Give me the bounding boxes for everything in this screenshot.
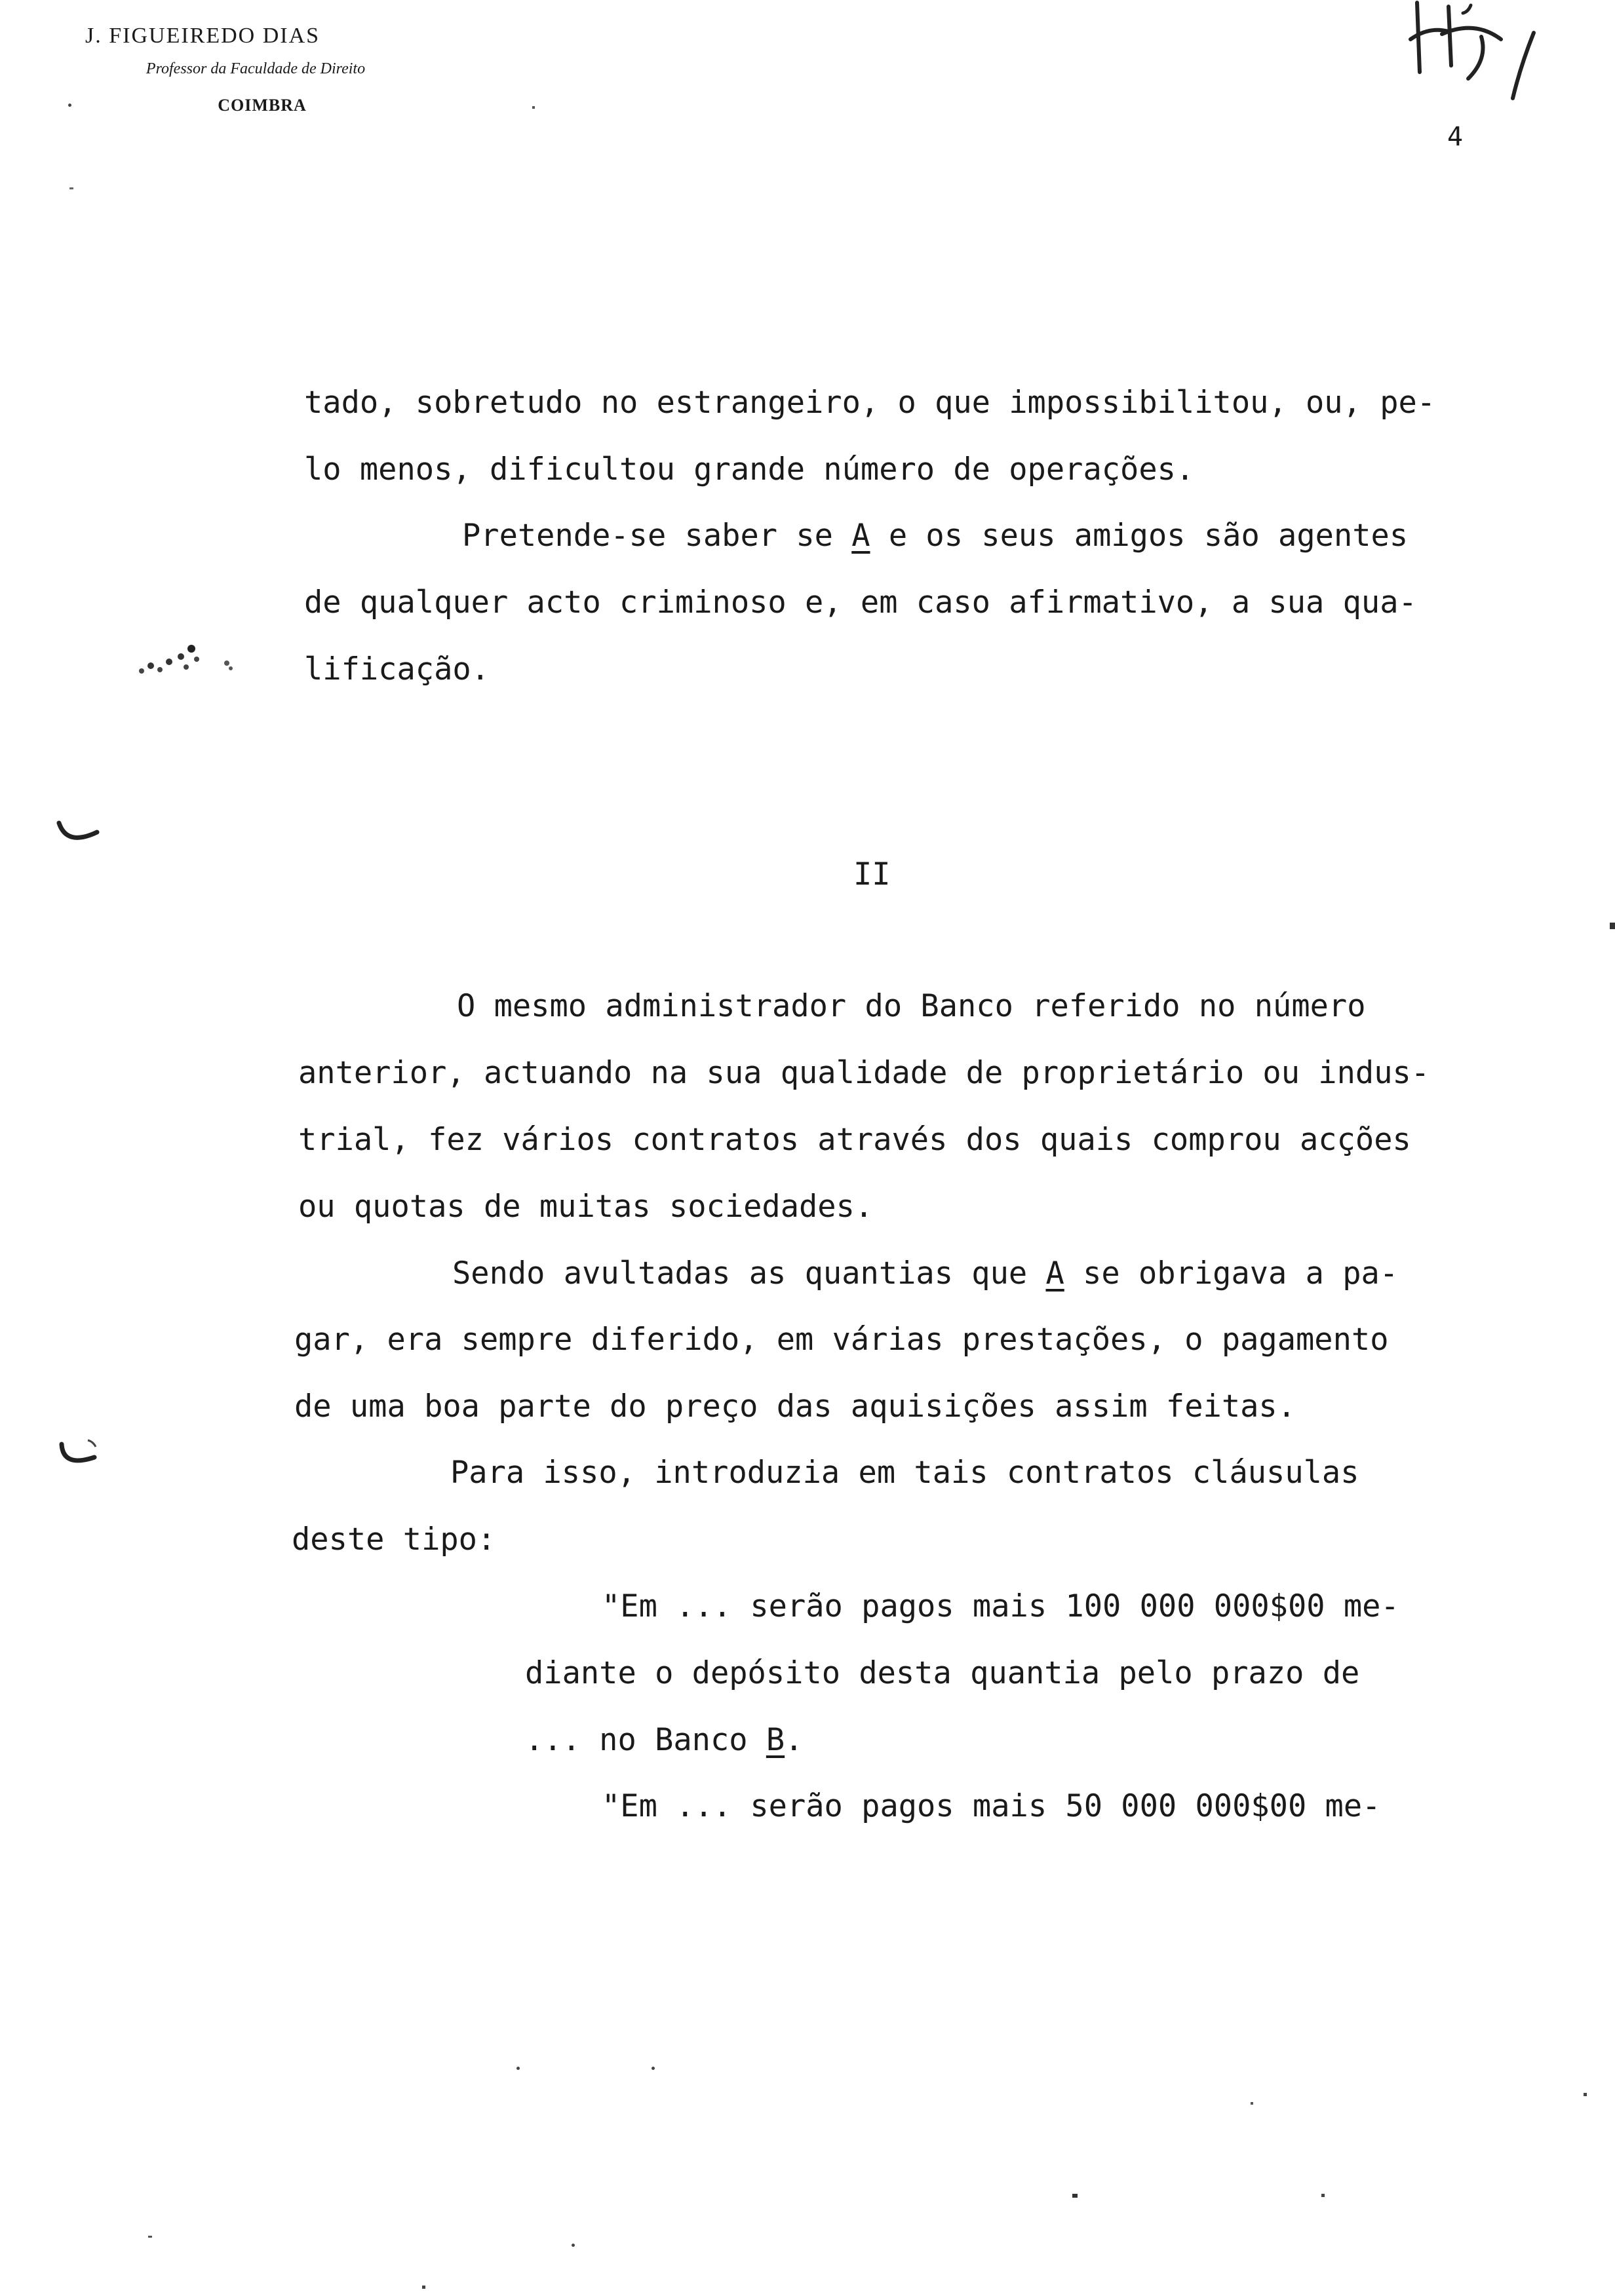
paragraph-4-line-2: gar, era sempre diferido, em várias prestações, o pagamento	[294, 1322, 1389, 1358]
ink-smudge-mark	[128, 633, 253, 685]
quote-2-line-1: "Em ... serão pagos mais 50 000 000$00 me-	[602, 1788, 1381, 1824]
speck	[68, 104, 71, 107]
letterhead	[0, 0, 459, 131]
speck	[572, 2244, 575, 2247]
paragraph-3-line-3: trial, fez vários contratos através dos quais comprou acções	[298, 1122, 1411, 1158]
paragraph-3-line-2: anterior, actuando na sua qualidade de proprietário ou indus-	[298, 1055, 1430, 1091]
paragraph-4-line-1: Sendo avultadas as quantias que A se obrigava a pa-	[452, 1255, 1399, 1292]
speck	[532, 106, 535, 109]
quote-1-line-2: diante o depósito desta quantia pelo prazo de	[525, 1655, 1360, 1691]
paragraph-2-line-1: Pretende-se saber se A e os seus amigos são agentes	[462, 518, 1409, 554]
letterhead-title: Professor da Faculdade de Direito	[146, 60, 366, 77]
letterhead-name: J. FIGUEIREDO DIAS	[85, 24, 321, 48]
speck	[1251, 2102, 1253, 2105]
page-number: 4	[1447, 122, 1464, 152]
speck	[1610, 923, 1615, 929]
speck	[148, 2236, 152, 2238]
section-heading: II	[853, 856, 891, 892]
speck	[422, 2286, 425, 2289]
paragraph-4-line-3: de uma boa parte do preço das aquisições assim feitas.	[294, 1388, 1296, 1425]
paragraph-3-line-4: ou quotas de muitas sociedades.	[298, 1189, 874, 1225]
speck	[69, 187, 73, 189]
paragraph-2-line-2: de qualquer acto criminoso e, em caso afirmativo, a sua qua-	[304, 584, 1417, 621]
hole-punch-mark-1	[54, 818, 106, 857]
hole-punch-mark-2	[54, 1435, 106, 1481]
paragraph-2-line-3: lificação.	[304, 651, 490, 687]
paragraph-1-line-2: lo menos, dificultou grande número de operações.	[304, 451, 1195, 488]
speck	[516, 2067, 520, 2070]
speck	[1321, 2194, 1325, 2197]
paragraph-1-line-1: tado, sobretudo no estrangeiro, o que impossibilitou, ou, pe-	[304, 385, 1436, 421]
paragraph-3-line-1: O mesmo administrador do Banco referido no número	[457, 988, 1366, 1024]
paragraph-5-line-2: deste tipo:	[292, 1521, 496, 1558]
letterhead-city: COIMBRA	[218, 96, 307, 115]
quote-1-line-1: "Em ... serão pagos mais 100 000 000$00 me-	[602, 1588, 1399, 1624]
quote-1-line-3: ... no Banco B.	[525, 1722, 804, 1758]
speck	[1072, 2194, 1078, 2198]
paragraph-5-line-1: Para isso, introduzia em tais contratos cláusulas	[450, 1455, 1359, 1491]
handwritten-signature	[1403, 0, 1547, 105]
speck	[1584, 2093, 1587, 2096]
speck	[652, 2067, 655, 2070]
